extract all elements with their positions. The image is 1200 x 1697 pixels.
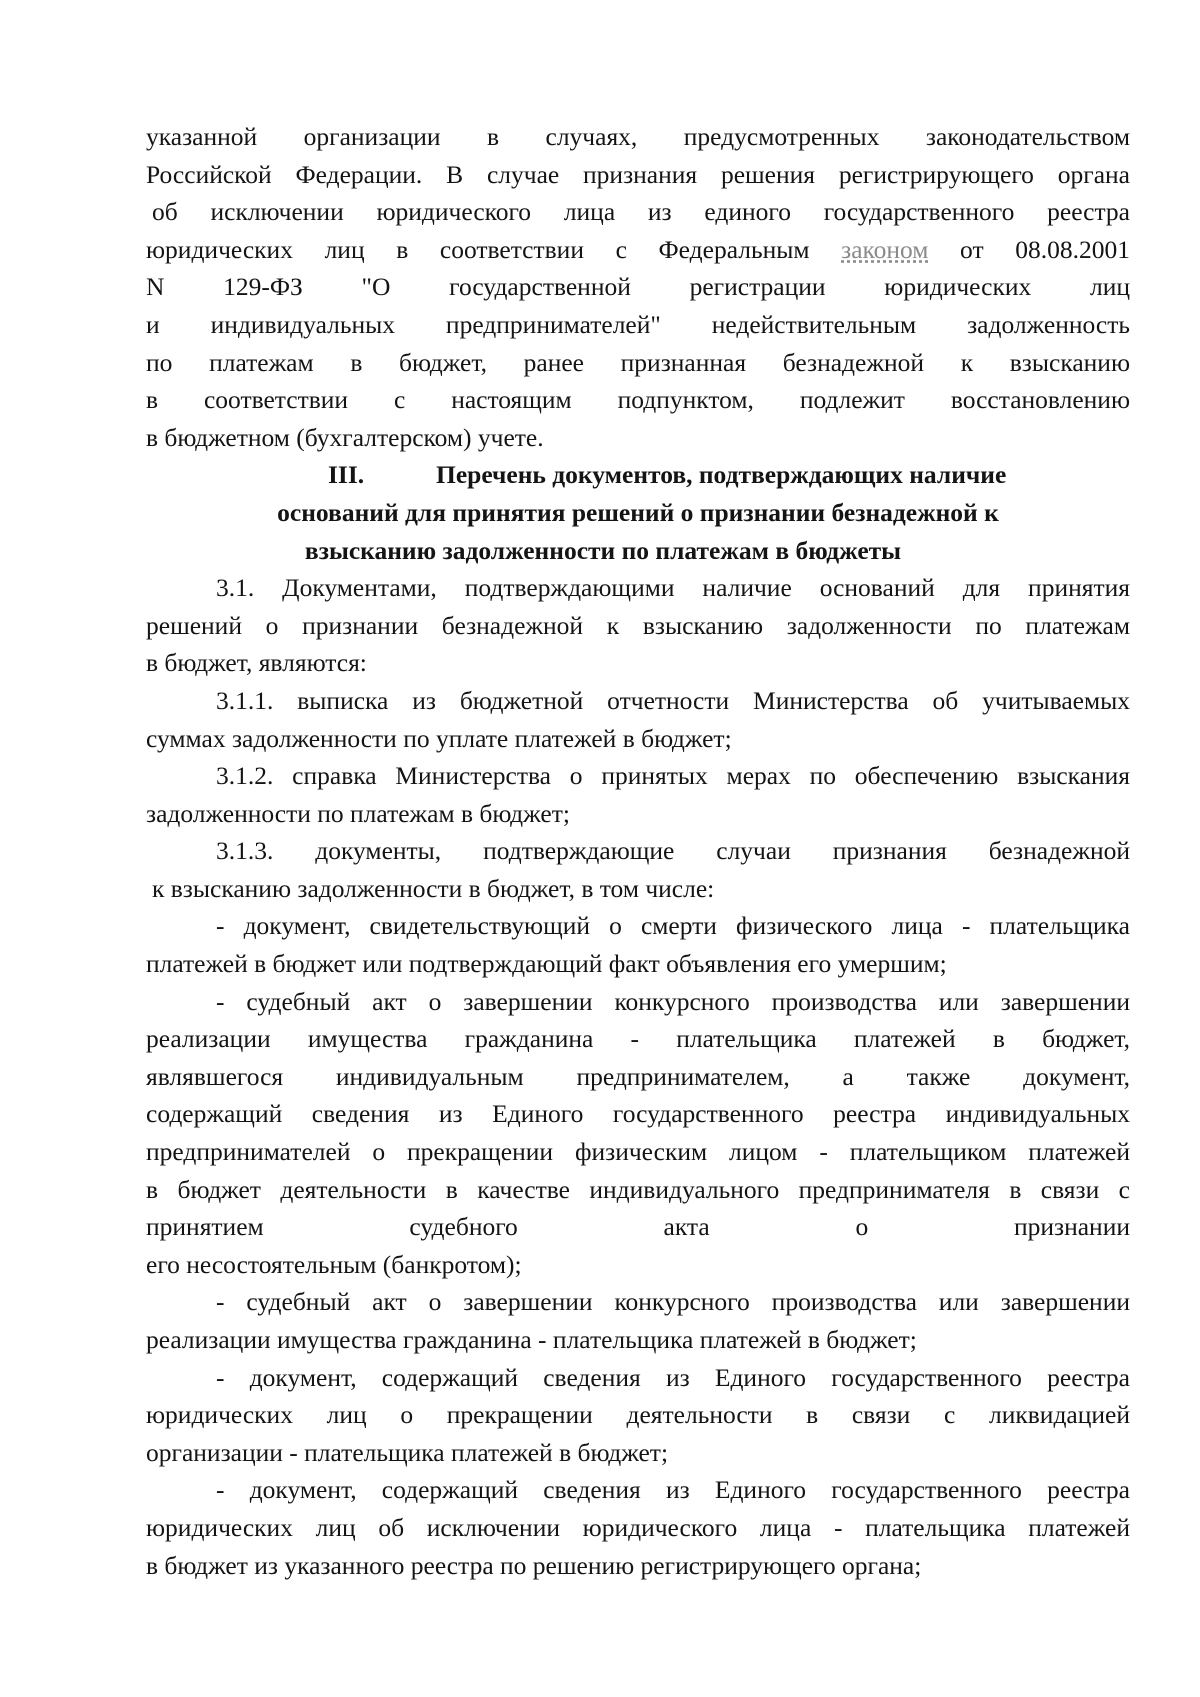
text-fragment: юридических лиц в соответствии с Федеральным: [146, 234, 842, 264]
text-line: [146, 231, 1130, 269]
text-line: 3.1.2. справка Министерства о принятых мерах по обеспечению взыскания: [216, 761, 1130, 791]
paragraph-3-1: [146, 569, 1130, 682]
text-line: в бюджет деятельности в качестве индивидуального предпринимателя в связи с: [146, 1174, 1130, 1204]
list-item: [146, 983, 1130, 1284]
section-heading-line: оснований для принятия решений о признании безнадежной к: [277, 497, 999, 527]
text-line: юридических лиц об исключении юридического лица - плательщика платежей: [146, 1512, 1130, 1542]
text-line: суммах задолженности по уплате платежей в бюджет;: [146, 723, 732, 753]
list-item: [146, 1359, 1130, 1472]
text-line: Российской Федерации. В случае признания решения регистрирующего органа: [146, 159, 1130, 189]
text-line: его несостоятельным (банкротом);: [146, 1249, 522, 1279]
text-line: платежей в бюджет или подтверждающий факт объявления его умершим;: [146, 949, 947, 979]
text-line: указанной организации в случаях, предусмотренных законодательством: [146, 122, 1130, 151]
text-line: организации - плательщика платежей в бюджет;: [146, 1437, 669, 1467]
list-item: [146, 907, 1130, 982]
text-line: содержащий сведения из Единого государственного реестра индивидуальных: [146, 1099, 1130, 1129]
text-line: реализации имущества гражданина - плательщика платежей в бюджет,: [146, 1024, 1130, 1054]
text-line: принятием судебного акта о признании: [146, 1212, 1130, 1242]
paragraph-3-1-3: [146, 832, 1130, 907]
section-heading-line: взысканию задолженности по платежам в бюджеты: [304, 535, 902, 565]
text-line: - судебный акт о завершении конкурсного производства или завершении: [216, 1287, 1130, 1317]
section-number: III.: [328, 460, 365, 490]
text-fragment: от 08.08.2001: [928, 234, 1130, 264]
text-line: по платежам в бюджет, ранее признанная безнадежной к взысканию: [146, 347, 1130, 377]
section-heading-line: [146, 456, 1130, 494]
text-line: в бюджет, являются:: [146, 648, 367, 678]
section-heading: [146, 456, 1130, 569]
text-line: решений о признании безнадежной к взысканию задолженности по платежам: [146, 610, 1130, 640]
text-line: задолженности по платежам в бюджет;: [146, 798, 570, 828]
list-item: [146, 1471, 1130, 1584]
paragraph-3-1-1: [146, 682, 1130, 757]
list-item: [146, 1283, 1130, 1358]
paragraph-3-1-2: [146, 757, 1130, 832]
paragraph-exclusion-continuation: [146, 118, 1130, 456]
text-line: - документ, свидетельствующий о смерти физического лица - плательщика: [216, 911, 1130, 941]
text-line: и индивидуальных предпринимателей" недействительным задолженность: [146, 309, 1130, 339]
text-line: - судебный акт о завершении конкурсного производства или завершении: [216, 986, 1130, 1016]
text-line: N 129-ФЗ "О государственной регистрации юридических лиц: [146, 272, 1130, 302]
text-line: - документ, содержащий сведения из Единого государственного реестра: [216, 1475, 1130, 1505]
text-line: в соответствии с настоящим подпунктом, подлежит восстановлению: [146, 385, 1130, 415]
document-page: [146, 118, 1130, 1584]
text-line: об исключении юридического лица из единого государственного реестра: [152, 197, 1130, 227]
text-line: 3.1.3. документы, подтверждающие случаи признания безнадежной: [216, 836, 1130, 866]
text-line: - документ, содержащий сведения из Единого государственного реестра: [216, 1362, 1130, 1392]
text-line: являвшегося индивидуальным предпринимателем, а также документ,: [146, 1061, 1130, 1091]
text-line: в бюджет из указанного реестра по решению регистрирующего органа;: [146, 1550, 922, 1580]
text-line: к взысканию задолженности в бюджет, в том числе:: [152, 873, 715, 903]
text-line: предпринимателей о прекращении физическим лицом - плательщиком платежей: [146, 1137, 1130, 1167]
text-line: 3.1. Документами, подтверждающими наличие оснований для принятия: [216, 573, 1130, 603]
text-line: 3.1.1. выписка из бюджетной отчетности Министерства об учитываемых: [216, 685, 1130, 715]
text-line: в бюджетном (бухгалтерском) учете.: [146, 422, 544, 452]
law-link[interactable]: законом: [841, 234, 929, 264]
text-line: реализации имущества гражданина - плательщика платежей в бюджет;: [146, 1325, 917, 1354]
text-line: юридических лиц о прекращении деятельности в связи с ликвидацией: [146, 1400, 1130, 1430]
section-title-part: Перечень документов, подтверждающих наличие: [436, 460, 1007, 490]
